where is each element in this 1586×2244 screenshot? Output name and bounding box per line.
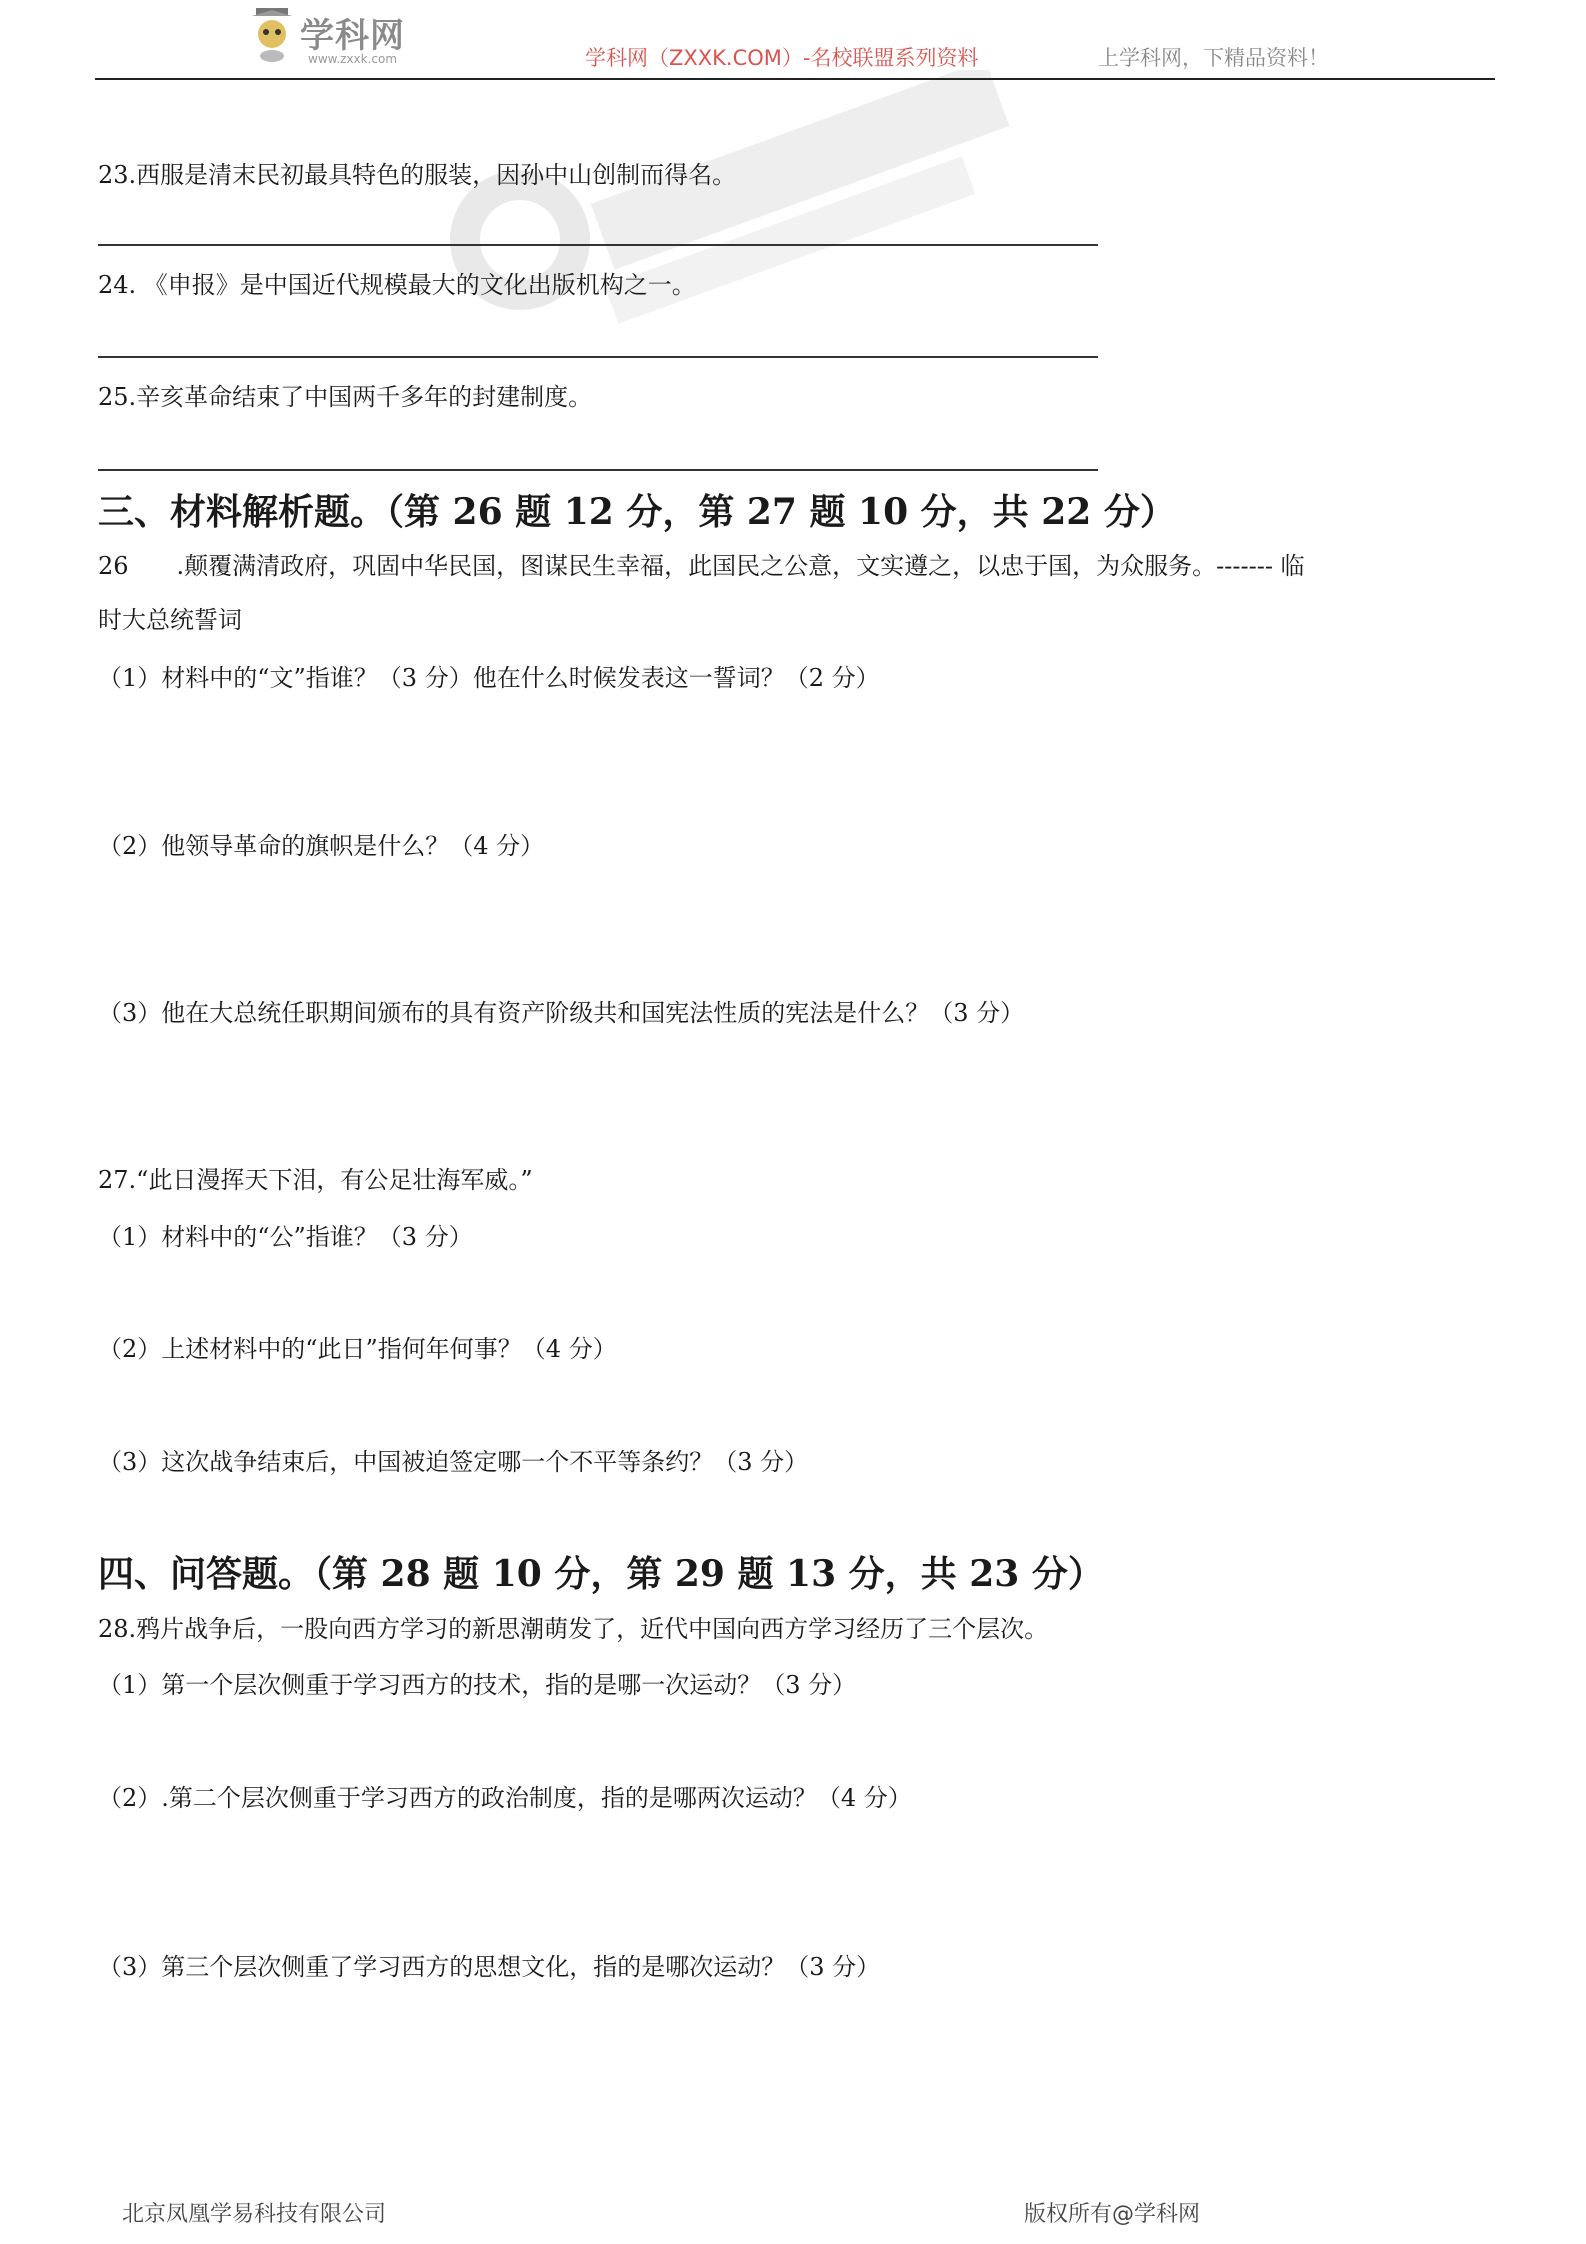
q27-material: 27.“此日漫挥天下泪，有公足壮海军威。” (98, 1166, 533, 1194)
q26-material-line2: 时大总统誓词 (98, 606, 242, 634)
q27-part3: （3）这次战争结束后，中国被迫签定哪一个不平等条约？（3 分） (98, 1448, 809, 1476)
answer-line-23 (98, 244, 1098, 246)
footer-copyright: 版权所有@学科网 (1024, 2202, 1201, 2227)
question-23: 23.西服是清末民初最具特色的服装，因孙中山创制而得名。 (98, 161, 737, 189)
question-24: 24. 《申报》是中国近代规模最大的文化出版机构之一。 (98, 271, 696, 299)
q26-part2: （2）他领导革命的旗帜是什么？（4 分） (98, 832, 545, 860)
q26-part3: （3）他在大总统任职期间颁布的具有资产阶级共和国宪法性质的宪法是什么？（3 分） (98, 999, 1025, 1027)
q26-part1: （1）材料中的“文”指谁？（3 分）他在什么时候发表这一誓词？（2 分） (98, 664, 880, 692)
answer-line-24 (98, 356, 1098, 358)
q28-part2: （2）.第二个层次侧重于学习西方的政治制度，指的是哪两次运动？（4 分） (98, 1784, 912, 1812)
header-right-slogan: 上学科网，下精品资料！ (1098, 46, 1329, 70)
watermark-logo (440, 70, 1060, 370)
answer-line-25 (98, 469, 1098, 471)
q28-intro: 28.鸦片战争后，一股向西方学习的新思潮萌发了，近代中国向西方学习经历了三个层次。 (98, 1615, 1049, 1643)
logo-url: www.zxxk.com (308, 52, 398, 66)
q26-material-line1: 26 .颠覆满清政府，巩固中华民国，图谋民生幸福，此国民之公意，文实遵之，以忠于国，为众服务。------- 临 (98, 552, 1305, 580)
q27-part1: （1）材料中的“公”指谁？（3 分） (98, 1223, 473, 1251)
section-4-title: 四、问答题。（第 28 题 10 分，第 29 题 13 分，共 23 分） (98, 1553, 1104, 1595)
question-25: 25.辛亥革命结束了中国两千多年的封建制度。 (98, 383, 593, 411)
site-logo[interactable] (248, 6, 438, 68)
header-center-text: 学科网（ZXXK.COM）-名校联盟系列资料 (585, 46, 979, 70)
q28-part3: （3）第三个层次侧重了学习西方的思想文化，指的是哪次运动？（3 分） (98, 1953, 881, 1981)
q27-part2: （2）上述材料中的“此日”指何年何事？（4 分） (98, 1335, 617, 1363)
header-divider (95, 78, 1495, 80)
logo-text: 学科网 (300, 16, 405, 56)
footer-company: 北京凤凰学易科技有限公司 (122, 2202, 387, 2227)
section-3-title: 三、材料解析题。（第 26 题 12 分，第 27 题 10 分，共 22 分） (98, 491, 1176, 533)
q28-part1: （1）第一个层次侧重于学习西方的技术，指的是哪一次运动？（3 分） (98, 1671, 857, 1699)
mascot-icon (248, 6, 296, 62)
